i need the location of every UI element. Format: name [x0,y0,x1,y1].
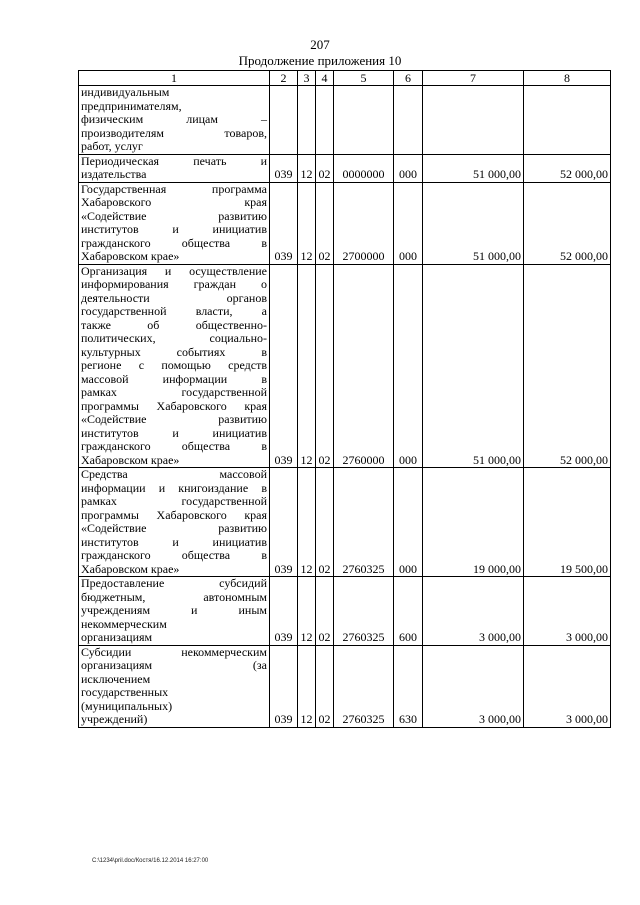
row-name-line: Предоставление субсидий [81,576,267,590]
row-name-line: индивидуальным [81,85,170,99]
chapter-code-cell: 039 [270,645,298,727]
row-name-line: учреждениям и иным [81,603,267,617]
row-name-line: регионе с помощью средств [81,358,267,372]
target-article-code-cell: 2760000 [334,264,394,468]
row-name-cell [79,86,270,155]
row-name-cell [79,154,270,182]
row-name-line: гражданского общества в [81,439,267,453]
amount-2016-cell [524,86,611,155]
table-row [79,182,611,264]
row-name-line: институтов и инициатив [81,222,267,236]
header-col-1: 1 [79,71,270,86]
row-name-line: издательства [81,167,147,181]
header-col-2: 2 [270,71,298,86]
budget-table [78,70,611,728]
section-code-cell: 12 [298,182,316,264]
row-name-line: деятельности органов [81,290,267,305]
row-name-cell [79,182,270,264]
amount-2016-cell: 3 000,00 [524,645,611,727]
amount-2016-cell: 19 500,00 [524,468,611,577]
row-name-line: программы Хабаровского края [81,398,267,413]
row-name-line: программы Хабаровского края [81,507,267,522]
expense-type-code-cell: 000 [394,154,423,182]
row-name-line: гражданского общества в [81,548,267,562]
table-row [79,86,611,155]
subsection-code-cell: 02 [316,577,334,646]
row-name-line: Средства массовой [81,467,267,481]
chapter-code-cell: 039 [270,264,298,468]
amount-2015-cell: 3 000,00 [423,645,524,727]
row-name-line: Хабаровском крае» [81,249,180,263]
row-name-line: «Содействие развитию [81,521,267,535]
section-code-cell [298,86,316,155]
target-article-code-cell: 2700000 [334,182,394,264]
file-path-footer: C:\1234\pril.doc/Костя/16.12.2014 16:27:00 [92,858,209,864]
amount-2015-cell: 51 000,00 [423,182,524,264]
row-name-line: бюджетным, автономным [81,589,267,604]
header-col-7: 7 [423,71,524,86]
row-name-cell [79,264,270,468]
row-name-line: информации и книгоиздание в [81,480,267,495]
chapter-code-cell [270,86,298,155]
amount-2015-cell: 51 000,00 [423,154,524,182]
row-name-line: рамках государственной [81,494,267,508]
row-name-line: (муниципальных) [81,698,173,713]
subsection-code-cell: 02 [316,645,334,727]
expense-type-code-cell: 600 [394,577,423,646]
row-name-line: Хабаровском крае» [81,452,180,467]
table-header-row [79,71,611,86]
row-name-line: Хабаровского края [81,195,267,209]
amount-2015-cell: 3 000,00 [423,577,524,646]
target-article-code-cell: 2760325 [334,468,394,577]
subsection-code-cell [316,86,334,155]
chapter-code-cell: 039 [270,577,298,646]
row-name-line: физическим лицам – [81,112,267,126]
header-col-4: 4 [316,71,334,86]
row-name-line: рамках государственной [81,385,267,399]
row-name-line: исключением [81,671,151,686]
table-row [79,468,611,577]
target-article-code-cell: 0000000 [334,154,394,182]
subsection-code-cell: 02 [316,264,334,468]
row-name-line: «Содействие развитию [81,412,267,426]
page-number: 207 [310,37,330,52]
section-code-cell: 12 [298,264,316,468]
amount-2016-cell: 52 000,00 [524,154,611,182]
row-name-line: работ, услуг [81,139,143,153]
table-row [79,154,611,182]
row-name-line: массовой информации в [81,371,267,386]
row-name-line: учреждений) [81,712,148,726]
header-col-3: 3 [298,71,316,86]
row-name-line: организациям (за [81,658,267,672]
amount-2015-cell [423,86,524,155]
row-name-line: политических, социально- [81,331,267,345]
chapter-code-cell: 039 [270,182,298,264]
chapter-code-cell: 039 [270,468,298,577]
appendix-subtitle: Продолжение приложения 10 [238,53,402,68]
row-name-line: «Содействие развитию [81,208,267,223]
section-code-cell: 12 [298,645,316,727]
row-name-line: некоммерческим [81,616,167,631]
subsection-code-cell: 02 [316,468,334,577]
amount-2015-cell: 19 000,00 [423,468,524,577]
row-name-line: институтов и инициатив [81,425,267,440]
row-name-line: организациям [81,630,153,644]
row-name-cell [79,645,270,727]
target-article-code-cell: 2760325 [334,577,394,646]
table-row [79,645,611,727]
header-col-5: 5 [334,71,394,86]
subsection-code-cell: 02 [316,154,334,182]
row-name-line: Периодическая печать и [81,154,267,168]
row-name-line: Субсидии некоммерческим [81,645,267,659]
row-name-line: государственной власти, а [81,304,267,318]
row-name-line: Государственная программа [81,182,267,196]
row-name-line: институтов и инициатив [81,534,267,549]
row-name-line: культурных событиях в [81,344,267,359]
row-name-line: информирования граждан о [81,277,267,291]
expense-type-code-cell: 000 [394,468,423,577]
target-article-code-cell: 2760325 [334,645,394,727]
row-name-cell [79,577,270,646]
amount-2016-cell: 52 000,00 [524,182,611,264]
table-row [79,577,611,646]
subsection-code-cell: 02 [316,182,334,264]
row-name-line: Хабаровском крае» [81,561,180,576]
table-row [79,264,611,468]
expense-type-code-cell [394,86,423,155]
row-name-line: Организация и осуществление [81,264,267,278]
section-code-cell: 12 [298,154,316,182]
row-name-line: также об общественно- [81,317,267,332]
amount-2015-cell: 51 000,00 [423,264,524,468]
chapter-code-cell: 039 [270,154,298,182]
amount-2016-cell: 52 000,00 [524,264,611,468]
header-col-8: 8 [524,71,611,86]
header-col-6: 6 [394,71,423,86]
expense-type-code-cell: 630 [394,645,423,727]
row-name-line: предпринимателям, [81,98,182,113]
amount-2016-cell: 3 000,00 [524,577,611,646]
row-name-cell [79,468,270,577]
expense-type-code-cell: 000 [394,182,423,264]
section-code-cell: 12 [298,577,316,646]
section-code-cell: 12 [298,468,316,577]
expense-type-code-cell: 000 [394,264,423,468]
row-name-line: гражданского общества в [81,235,267,250]
target-article-code-cell [334,86,394,155]
row-name-line: государственных [81,685,169,699]
row-name-line: производителям товаров, [81,125,267,140]
